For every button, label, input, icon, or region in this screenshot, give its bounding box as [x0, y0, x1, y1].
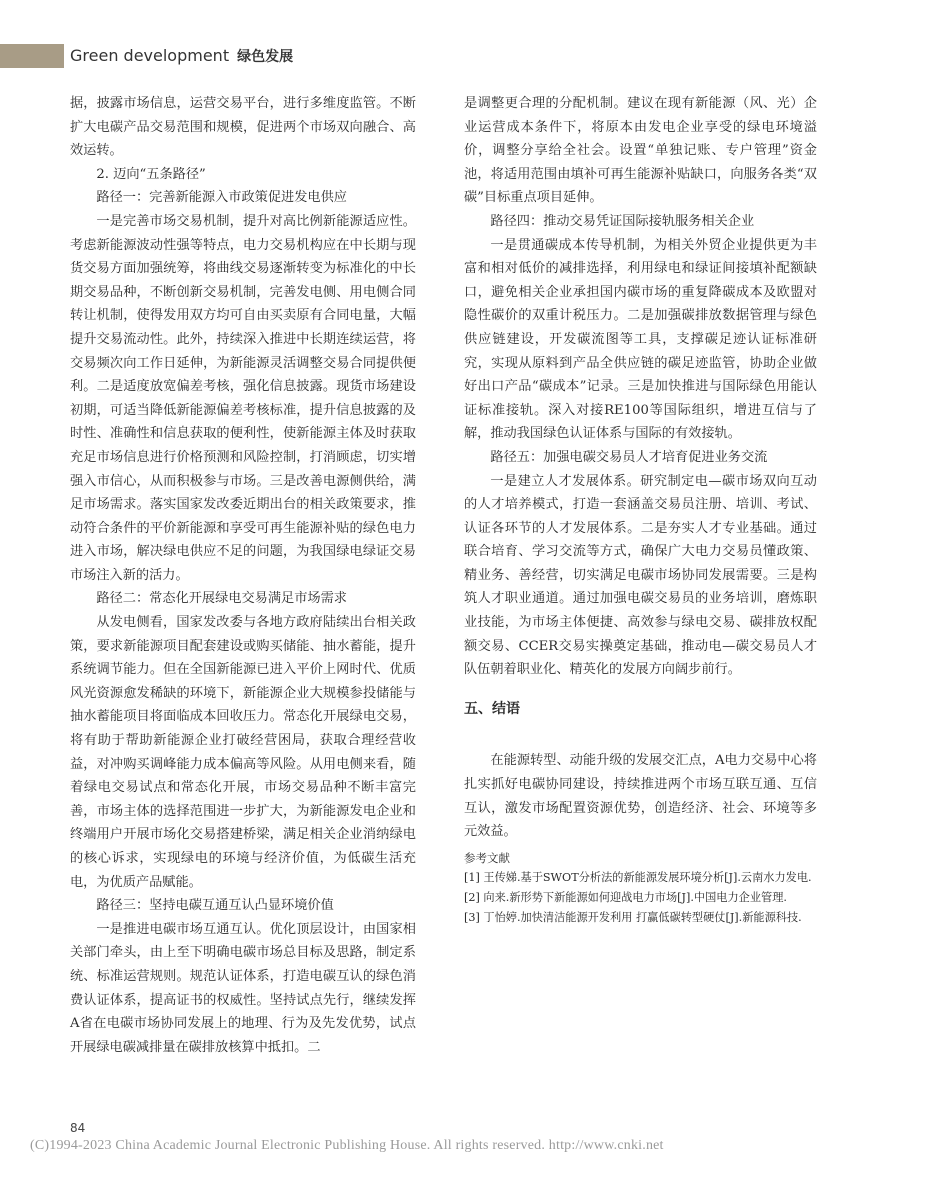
- path-heading: 路径二：常态化开展绿电交易满足市场需求: [96, 591, 347, 607]
- reference-item: [3] 丁怡婷.加快清洁能源开发利用 打赢低碳转型硬仗[J].新能源科技.: [464, 910, 802, 924]
- header-title-cn: 绿色发展: [237, 49, 294, 65]
- running-header: [70, 46, 293, 66]
- path-heading: 路径五：加强电碳交易员人才培育促进业务交流: [490, 449, 768, 465]
- conclusion-paragraph: 在能源转型、动能升级的发展交汇点，A电力交易中心将扎实抓好电碳协同建设，持续推进两个市场互联互通、互信互认，激发市场配置资源优势，创造经济、社会、环境等多元效益。: [464, 753, 817, 840]
- page-number: 84: [70, 1121, 86, 1135]
- reference-item: [2] 向来.新形势下新能源如何迎战电力市场[J].中国电力企业管理.: [464, 890, 787, 904]
- paragraph: 一是建立人才发展体系。研究制定电—碳市场双向互动的人才培养模式，打造一套涵盖交易员注册、培训、考试、认证各环节的人才发展体系。二是夯实人才专业基础。通过联合培育、学习交流等方式，确保广大电力交易员懂政策、精业务、善经营，切实满足电碳市场协同发展需要。三是构筑人才职业通道。通过加强电碳交易员的业务培训，磨炼职业技能，为市场主体便捷、高效参与绿电交易、碳排放权配额交易、CCER交易实操奠定基础，推动电—碳交易员人才队伍朝着职业化、精英化的发展方向阔步前行。: [464, 473, 817, 678]
- paragraph: 据，披露市场信息，运营交易平台，进行多维度监管。不断扩大电碳产品交易范围和规模，促进两个市场双向融合、高效运转。: [70, 96, 416, 159]
- references: [464, 848, 817, 928]
- header-title-en: Green development: [70, 46, 230, 65]
- conclusion-heading: 五、结语: [464, 700, 520, 717]
- right-column: [464, 92, 817, 928]
- reference-item: [1] 王传娣.基于SWOT分析法的新能源发展环境分析[J].云南水力发电.: [464, 870, 812, 884]
- copyright-notice: (C)1994-2023 China Academic Journal Electronic Publishing House. All rights reserved. http://www.cnki.net: [30, 1138, 664, 1153]
- left-column: [70, 92, 416, 1059]
- paragraph: 是调整更合理的分配机制。建议在现有新能源（风、光）企业运营成本条件下，将原本由发电企业享受的绿电环境溢价，调整分享给全社会。设置“单独记账、专户管理”资金池，将适用范围由填补可再生能源补贴缺口，向服务各类“双碳”目标重点项目延伸。: [464, 96, 817, 206]
- path-heading: 路径三：坚持电碳互通互认凸显环境价值: [96, 898, 334, 914]
- header-accent-bar: [0, 44, 64, 68]
- path-heading: 路径四：推动交易凭证国际接轨服务相关企业: [490, 213, 755, 229]
- paragraph: 一是完善市场交易机制，提升对高比例新能源适应性。考虑新能源波动性强等特点，电力交易机构应在中长期与现货交易方面加强统筹，将曲线交易逐渐转变为标准化的中长期交易品种，不断创新交易机制，完善发电侧、用电侧合同转让机制，使得发用双方均可自由买卖原有合同电量，大幅提升交易流动性。此外，持续深入推进中长期连续运营，将交易频次向工作日延伸，为新能源灵活调整交易合同提供便利。二是适度放宽偏差考核，强化信息披露。现货市场建设初期，可适当降低新能源偏差考核标准，提升信息披露的及时性、准确性和信息获取的便利性，使新能源主体及时获取充足市场信息进行价格预测和风险控制，打消顾虑，切实增强入市信心，从而积极参与市场。三是改善电源侧供给，满足市场需求。落实国家发改委近期出台的相关政策要求，推动符合条件的平价新能源和享受可再生能源补贴的绿色电力进入市场，解决绿电供应不足的问题，为我国绿电绿证交易市场注入新的活力。: [70, 213, 416, 583]
- paragraph: 从发电侧看，国家发改委与各地方政府陆续出台相关政策，要求新能源项目配套建设或购买储能、抽水蓄能，提升系统调节能力。但在全国新能源已进入平价上网时代、优质风光资源愈发稀缺的环境下，新能源企业大规模参投储能与抽水蓄能项目将面临成本回收压力。常态化开展绿电交易，将有助于帮助新能源企业打破经营困局，获取合理经营收益，对冲购买调峰能力成本偏高等风险。从用电侧来看，随着绿电交易试点和常态化开展，市场交易品种不断丰富完善，市场主体的选择范围进一步扩大，为新能源发电企业和终端用户开展市场化交易搭建桥梁，满足相关企业消纳绿电的核心诉求，实现绿电的环境与经济价值，为低碳生活充电，为优质产品赋能。: [70, 615, 416, 890]
- references-title: 参考文献: [464, 850, 510, 865]
- paragraph: 一是推进电碳市场互通互认。优化顶层设计，由国家相关部门牵头，由上至下明确电碳市场总目标及思路，制定系统、标准运营规则。规范认证体系，打造电碳互认的绿色消费认证体系，提高证书的权威性。坚持试点先行，继续发挥A省在电碳市场协同发展上的地理、行为及先发优势，试点开展绿电碳减排量在碳排放核算中抵扣。二: [70, 921, 416, 1055]
- path-heading: 路径一：完善新能源入市政策促进发电供应: [96, 190, 347, 206]
- subsection-heading: 2. 迈向“五条路径”: [96, 166, 206, 182]
- paragraph: 一是贯通碳成本传导机制，为相关外贸企业提供更为丰富和相对低价的减排选择，利用绿电和绿证间接填补配额缺口，避免相关企业承担国内碳市场的重复降碳成本及欧盟对隐性碳价的双重计税压力。二是加强碳排放数据管理与绿色供应链建设，开发碳流图等工具，支撑碳足迹认证标准研究，实现从原料到产品全供应链的碳足迹监管，协助企业做好出口产品“碳成本”记录。三是加快推进与国际绿色用能认证标准接轨。深入对接RE100等国际组织，增进互信与了解，推动我国绿色认证体系与国际的有效接轨。: [464, 237, 817, 442]
